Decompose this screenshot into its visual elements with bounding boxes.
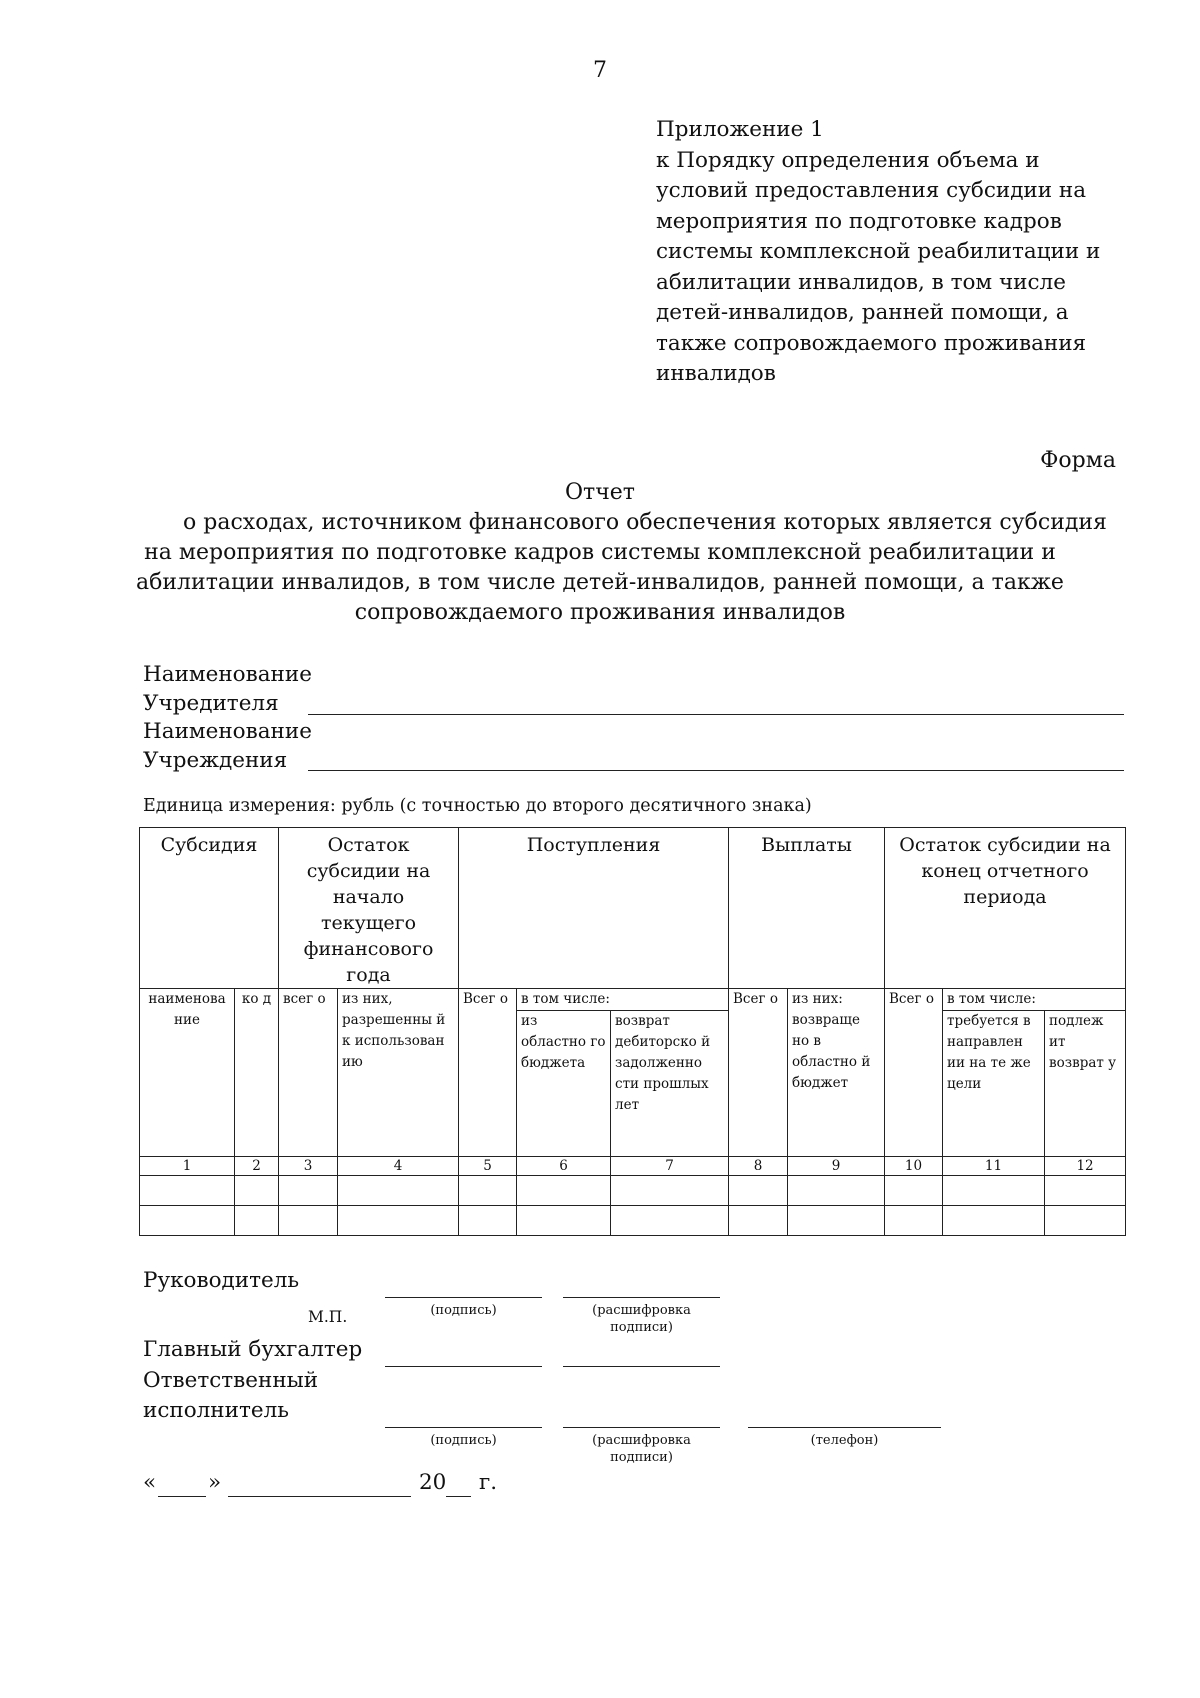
accountant-decode-line[interactable] (563, 1366, 720, 1367)
col-payments-returned: из них: возвраще но в областно й бюджет (788, 989, 885, 1157)
appendix-block (656, 115, 1136, 390)
head-decode-caption (563, 1302, 720, 1336)
appendix-line: инвалидов (656, 361, 776, 386)
column-number: 7 (611, 1157, 729, 1176)
column-number: 6 (517, 1157, 611, 1176)
chief-accountant-label: Главный бухгалтер (143, 1337, 363, 1362)
header-payments: Выплаты (729, 828, 885, 989)
executor-decode-caption (563, 1432, 720, 1466)
date-day-line[interactable] (158, 1496, 206, 1497)
founder-label-line: Наименование (143, 662, 312, 687)
column-number: 5 (459, 1157, 517, 1176)
col-receipts-return: возврат дебиторско й задолженно сти прошлых лет (611, 1011, 729, 1157)
col-receipts-regional: из областно го бюджета (517, 1011, 611, 1157)
report-table (139, 827, 1126, 1236)
head-signature-line[interactable] (385, 1297, 542, 1298)
date-year-line[interactable] (446, 1496, 471, 1497)
column-number: 1 (140, 1157, 235, 1176)
col-name: наименова ние (140, 989, 235, 1157)
column-number: 12 (1045, 1157, 1126, 1176)
report-title-line: абилитации инвалидов, в том числе детей-инвалидов, ранней помощи, а также (136, 570, 1064, 595)
header-start-balance: Остаток субсидии на начало текущего финансового года (279, 828, 459, 989)
appendix-line: системы комплексной реабилитации и (656, 239, 1101, 264)
accountant-signature-line[interactable] (385, 1366, 542, 1367)
head-decode-line[interactable] (563, 1297, 720, 1298)
date-close-quote: » (208, 1470, 222, 1495)
col-end-total: Всег о (885, 989, 943, 1157)
col-receipts-total: Всег о (459, 989, 517, 1157)
stamp-label: М.П. (308, 1308, 348, 1326)
header-receipts: Поступления (459, 828, 729, 989)
column-number: 2 (235, 1157, 279, 1176)
col-payments-total: Всег о (729, 989, 788, 1157)
column-number: 3 (279, 1157, 338, 1176)
institution-label-line: Наименование (143, 719, 312, 744)
executor-phone-line[interactable] (748, 1427, 941, 1428)
phone-caption: (телефон) (810, 1433, 879, 1448)
col-end-incl: в том числе: (943, 989, 1126, 1011)
page-number: 7 (593, 58, 607, 83)
report-title-line: на мероприятия по подготовке кадров системы комплексной реабилитации и (144, 540, 1056, 565)
appendix-line: мероприятия по подготовке кадров (656, 208, 1062, 234)
col-code: ко д (235, 989, 279, 1157)
institution-label-line: Учреждения (143, 748, 288, 773)
executor-label-2: исполнитель (143, 1398, 289, 1423)
founder-field-line[interactable] (308, 714, 1124, 715)
table-row[interactable] (140, 1176, 1126, 1206)
form-label: Форма (1040, 448, 1116, 473)
executor-signature-caption: (подпись) (430, 1433, 497, 1448)
appendix-line: детей-инвалидов, ранней помощи, а (656, 300, 1069, 325)
col-start-total: всег о (279, 989, 338, 1157)
report-title-line: о расходах, источником финансового обеспечения которых является субсидия (183, 510, 1107, 535)
appendix-line: к Порядку определения объема и (656, 147, 1040, 173)
head-signature-caption: (подпись) (430, 1303, 497, 1318)
unit-of-measure: Единица измерения: рубль (с точностью до второго десятичного знака) (143, 796, 812, 816)
report-title-heading: Отчет (565, 480, 635, 505)
executor-signature-line[interactable] (385, 1427, 542, 1428)
column-number: 8 (729, 1157, 788, 1176)
column-numbers-row (140, 1157, 1126, 1176)
header-subsidy: Субсидия (140, 828, 279, 989)
appendix-line: условий предоставления субсидии на (656, 178, 1087, 203)
appendix-line: абилитации инвалидов, в том числе (656, 269, 1066, 295)
table-row[interactable] (140, 1206, 1126, 1236)
col-end-to-return: подлеж ит возврат у (1045, 1011, 1126, 1157)
date-year-suffix: г. (479, 1470, 498, 1495)
decode-caption-line: подписи) (610, 1320, 673, 1335)
report-title (0, 478, 1200, 628)
column-number: 4 (338, 1157, 459, 1176)
decode-caption-line: (расшифровка (592, 1303, 691, 1318)
executor-decode-line[interactable] (563, 1427, 720, 1428)
column-number: 11 (943, 1157, 1045, 1176)
decode-caption-line: (расшифровка (592, 1433, 691, 1448)
date-year-prefix: 20 (419, 1470, 447, 1495)
column-number: 10 (885, 1157, 943, 1176)
institution-field-line[interactable] (308, 770, 1124, 771)
col-start-allowed: из них, разрешенны й к использован ию (338, 989, 459, 1157)
date-month-line[interactable] (228, 1496, 411, 1497)
date-open-quote: « (143, 1470, 157, 1495)
founder-label (143, 660, 312, 718)
header-end-balance: Остаток субсидии на конец отчетного периода (885, 828, 1126, 989)
head-label: Руководитель (143, 1268, 300, 1293)
appendix-line: Приложение 1 (656, 117, 824, 142)
founder-label-line: Учредителя (143, 691, 279, 716)
report-title-line: сопровождаемого проживания инвалидов (354, 600, 846, 625)
column-number: 9 (788, 1157, 885, 1176)
col-end-required: требуется в направлен ии на те же цели (943, 1011, 1045, 1157)
executor-label-1: Ответственный (143, 1368, 319, 1393)
appendix-line: также сопровождаемого проживания (656, 330, 1087, 356)
col-receipts-incl: в том числе: (517, 989, 729, 1011)
decode-caption-line: подписи) (610, 1450, 673, 1465)
institution-label (143, 717, 312, 775)
